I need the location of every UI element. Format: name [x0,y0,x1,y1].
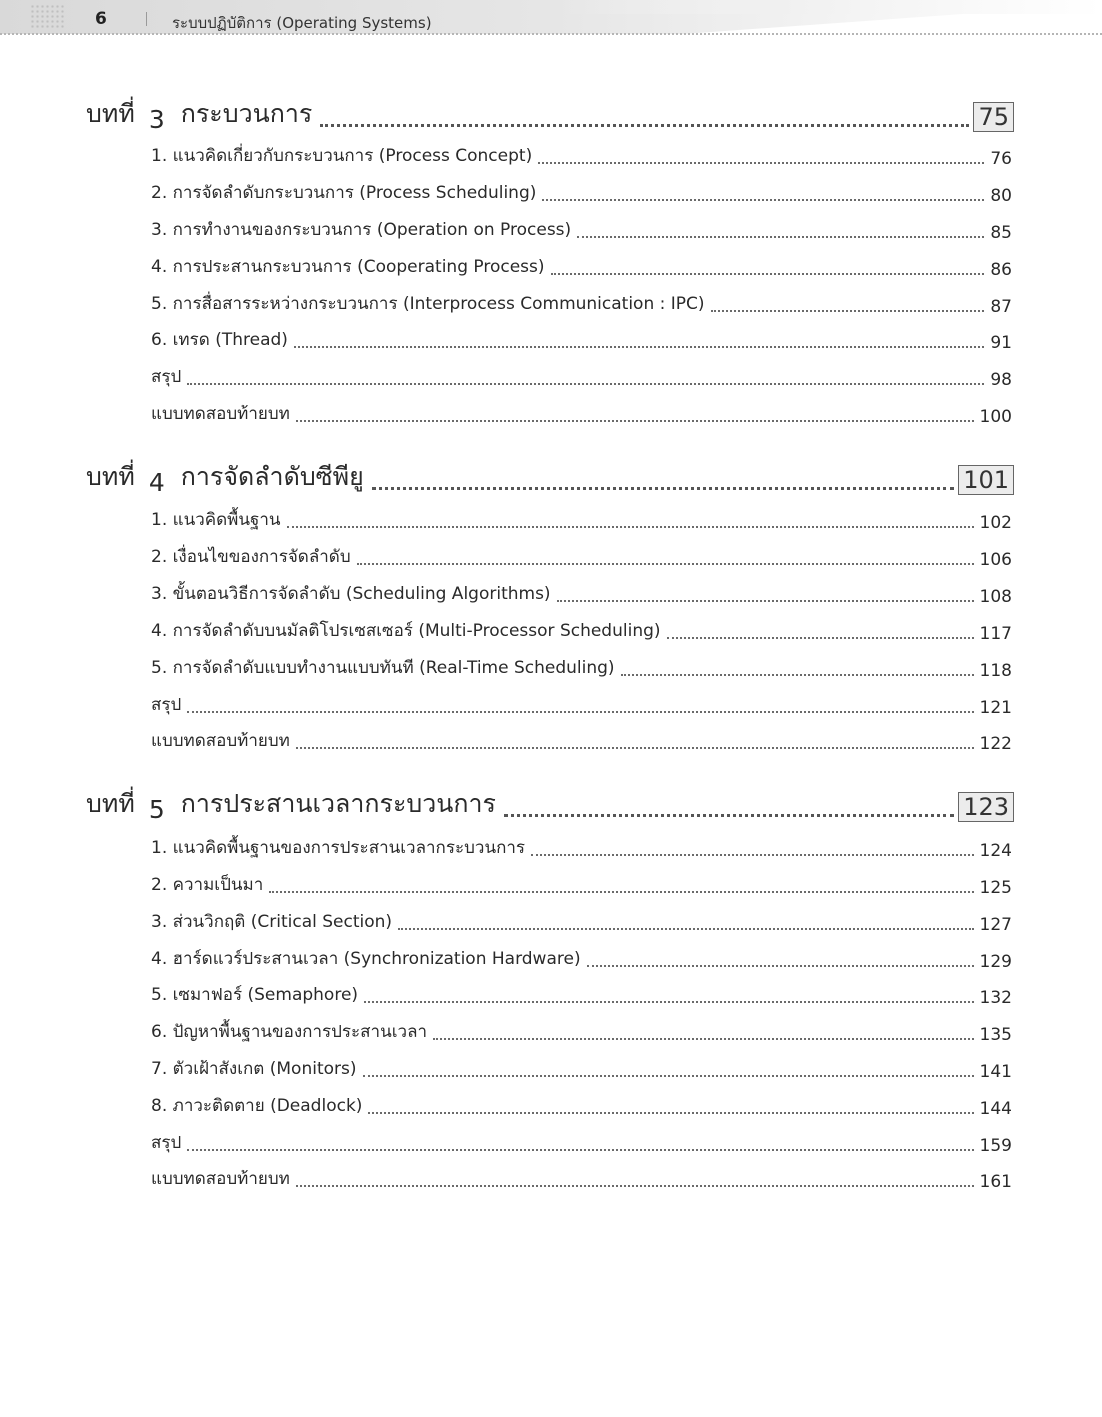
dot-leader [542,199,984,201]
dot-leader [187,1149,973,1151]
toc-entry-page: 108 [979,587,1012,607]
dot-leader [363,1075,974,1077]
toc-entry-title: 6. ปัญหาพื้นฐานของการประสานเวลา [151,1022,428,1042]
running-book-title: ระบบปฏิบัติการ (Operating Systems) [172,14,432,32]
chapter-number: 5 [148,795,165,824]
toc-entry-title: 1. แนวคิดเกี่ยวกับกระบวนการ (Process Concept) [151,146,533,166]
toc-entry-title: 2. การจัดลำดับกระบวนการ (Process Scheduling) [151,183,537,203]
toc-entry-title: 4. การจัดลำดับบนมัลติโปรเซสเซอร์ (Multi-Processor Scheduling) [151,621,661,641]
toc-entry[interactable] [151,659,1012,681]
dot-leader [296,420,974,422]
toc-entry[interactable] [151,950,1012,972]
toc-entry[interactable] [151,295,1012,317]
dot-leader [531,854,974,856]
dot-leader [294,346,984,348]
toc-entry-page: 125 [979,878,1012,898]
toc-entry-page: 132 [979,988,1012,1008]
chapter-heading[interactable] [86,459,1014,497]
toc-entry[interactable] [151,331,1012,353]
toc-entry-title: 4. การประสานกระบวนการ (Cooperating Process) [151,257,545,277]
toc-entry-page: 144 [979,1099,1012,1119]
toc-entry-title: 3. ส่วนวิกฤติ (Critical Section) [151,912,393,932]
dot-leader [364,1001,974,1003]
toc-entry[interactable] [151,221,1012,243]
dot-leader [368,1112,973,1114]
toc-entry-page: 129 [979,952,1012,972]
toc-entry-page: 100 [979,407,1012,427]
chapter-title: การประสานเวลากระบวนการ [180,789,496,818]
toc-entry-title: สรุป [151,1133,182,1153]
toc-entry-page: 106 [979,550,1012,570]
page-number: 6 [95,9,107,29]
toc-entry[interactable] [151,839,1012,861]
toc-entry[interactable] [151,1097,1012,1119]
toc-entry-page: 117 [979,624,1012,644]
toc-entry-page: 102 [979,513,1012,533]
toc-entry[interactable] [151,405,1012,427]
toc-entry-title: 3. ขั้นตอนวิธีการจัดลำดับ (Scheduling Algorithms) [151,584,551,604]
dot-leader [269,891,973,893]
toc-entry-title: 7. ตัวเฝ้าสังเกต (Monitors) [151,1059,357,1079]
dot-leader [296,747,974,749]
chapter-title: การจัดลำดับซีพียู [180,462,364,491]
dot-leader [667,637,974,639]
toc-entry-title: 1. แนวคิดพื้นฐานของการประสานเวลากระบวนการ [151,838,526,858]
toc-entry-page: 91 [990,333,1012,353]
toc-entry[interactable] [151,184,1012,206]
chapter-heading[interactable] [86,96,1014,134]
toc-entry-title: 2. ความเป็นมา [151,875,264,895]
toc-entry[interactable] [151,147,1012,169]
toc-entry-page: 86 [990,260,1012,280]
toc-entry-page: 80 [990,186,1012,206]
dot-leader [538,162,984,164]
toc-entry-title: 8. ภาวะติดตาย (Deadlock) [151,1096,363,1116]
toc-entry-title: 6. เทรด (Thread) [151,330,288,350]
dot-leader [398,928,974,930]
chapter-label: บทที่ [86,99,135,128]
toc-entry[interactable] [151,622,1012,644]
toc-entry-page: 124 [979,841,1012,861]
toc-entry-page: 118 [979,661,1012,681]
toc-entry-title: 3. การทำงานของกระบวนการ (Operation on Process) [151,220,572,240]
dot-leader [296,1185,974,1187]
dot-leader [187,383,984,385]
toc-entry-title: 1. แนวคิดพื้นฐาน [151,510,281,530]
toc-entry-title: แบบทดสอบท้ายบท [151,731,290,751]
toc-entry-page: 121 [979,698,1012,718]
toc-entry-page: 135 [979,1025,1012,1045]
chapter-label: บทที่ [86,789,135,818]
toc-entry[interactable] [151,986,1012,1008]
toc-entry[interactable] [151,1060,1012,1082]
toc-entry-title: แบบทดสอบท้ายบท [151,1169,290,1189]
header-dotted-rule [0,33,1102,35]
toc-entry[interactable] [151,1023,1012,1045]
toc-entry-title: 4. ฮาร์ดแวร์ประสานเวลา (Synchronization Hardware) [151,949,581,969]
toc-entry-page: 87 [990,297,1012,317]
header-sheen [560,0,1102,14]
toc-entry-title: 5. เซมาฟอร์ (Semaphore) [151,985,359,1005]
chapter-heading[interactable] [86,786,1014,824]
toc-entry-page: 85 [990,223,1012,243]
chapter-page-number: 123 [958,792,1014,822]
toc-entry-title: 5. การสื่อสารระหว่างกระบวนการ (Interprocess Communication : IPC) [151,294,705,314]
toc-entry-page: 159 [979,1136,1012,1156]
dot-leader [504,814,954,817]
header-separator [146,12,147,26]
toc-entry-title: สรุป [151,695,182,715]
toc-entry[interactable] [151,876,1012,898]
dot-leader [577,236,984,238]
dot-leader [551,273,985,275]
toc-entry[interactable] [151,1170,1012,1192]
chapter-page-number: 75 [973,102,1014,132]
toc-entry[interactable] [151,258,1012,280]
dot-leader [287,526,974,528]
corner-dot-pattern [30,4,64,30]
dot-leader [621,674,974,676]
dot-leader [320,124,969,127]
toc-entry-page: 76 [990,149,1012,169]
chapter-title: กระบวนการ [180,99,313,128]
toc-entry[interactable] [151,732,1012,754]
toc-entry-page: 161 [979,1172,1012,1192]
toc-entry[interactable] [151,368,1012,390]
dot-leader [711,310,985,312]
chapter-number: 3 [148,105,165,134]
toc-entry[interactable] [151,696,1012,718]
toc-entry-page: 98 [990,370,1012,390]
chapter-label: บทที่ [86,462,135,491]
toc-entry[interactable] [151,585,1012,607]
dot-leader [357,563,974,565]
dot-leader [433,1038,974,1040]
toc-entry-title: 2. เงื่อนไขของการจัดลำดับ [151,547,351,567]
toc-entry-title: แบบทดสอบท้ายบท [151,404,290,424]
toc-entry[interactable] [151,1134,1012,1156]
dot-leader [557,600,974,602]
dot-leader [372,487,954,490]
toc-entry-page: 122 [979,734,1012,754]
toc-entry-title: 5. การจัดลำดับแบบทำงานแบบทันที (Real-Time Scheduling) [151,658,615,678]
toc-entry[interactable] [151,548,1012,570]
toc-entry-page: 141 [979,1062,1012,1082]
dot-leader [587,965,974,967]
toc-entry-page: 127 [979,915,1012,935]
toc-entry[interactable] [151,511,1012,533]
toc-entry-title: สรุป [151,367,182,387]
chapter-page-number: 101 [958,465,1014,495]
chapter-number: 4 [148,468,165,497]
dot-leader [187,711,973,713]
toc-entry[interactable] [151,913,1012,935]
